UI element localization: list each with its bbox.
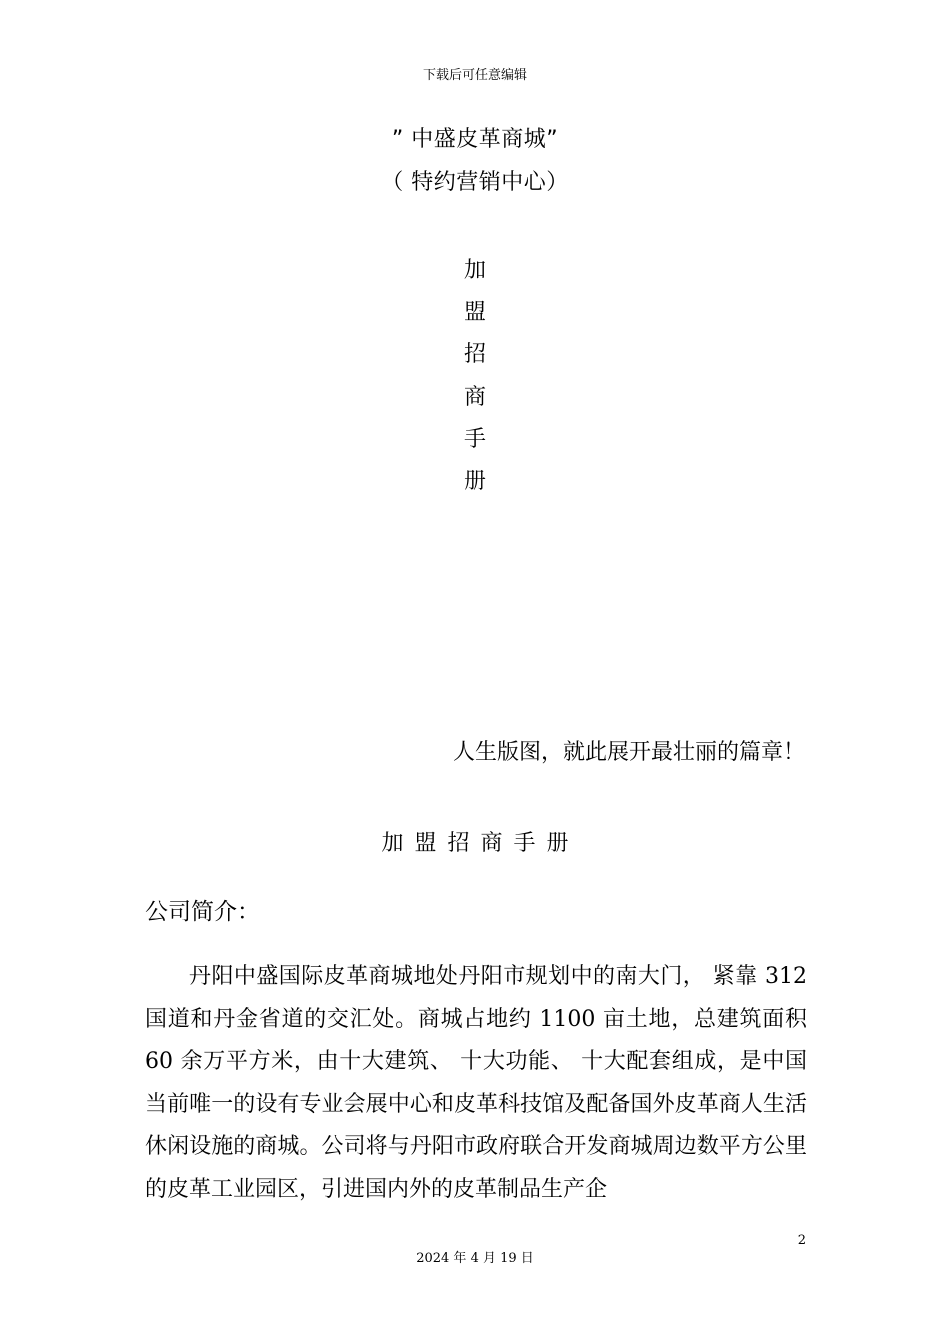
handbook-heading: 加盟招商手册 (381, 831, 580, 856)
cover-subtitle: （ 特约营销中心） (381, 170, 569, 195)
vertical-title-char: 盟 (463, 300, 486, 326)
company-intro-paragraph: 丹阳中盛国际皮革商城地处丹阳市规划中的南大门， 紧靠 312 国道和丹金省道的交汇处。商城占地约 1100 亩土地，总建筑面积 60 余万平方米，由十大建筑、 十大功能、 十大配套组成，是中国当前唯一的设有专业会展中心和皮革科技馆及配备国外皮革商人生活休闲设施的商城。公司将与丹阳市政府联合开发商城周边数平方公里的皮革工业园区，引进国内外的皮革制品生产企 (145, 964, 807, 1202)
slogan: 人生版图，就此展开最壮丽的篇章！ (452, 740, 805, 765)
vertical-title (0, 255, 950, 508)
page-number: 2 (797, 1233, 806, 1248)
vertical-title-char: 招 (463, 342, 486, 368)
cover-title: ” 中盛皮革商城” (391, 127, 559, 152)
vertical-title-char: 册 (463, 468, 486, 494)
header-note: 下载后可任意编辑 (422, 68, 527, 83)
vertical-title-char: 加 (463, 258, 486, 283)
vertical-title-char: 手 (463, 426, 486, 452)
footer-date: 2024 年 4 月 19 日 (416, 1251, 534, 1266)
vertical-title-char: 商 (463, 384, 486, 410)
section-heading: 公司简介： (145, 899, 260, 925)
